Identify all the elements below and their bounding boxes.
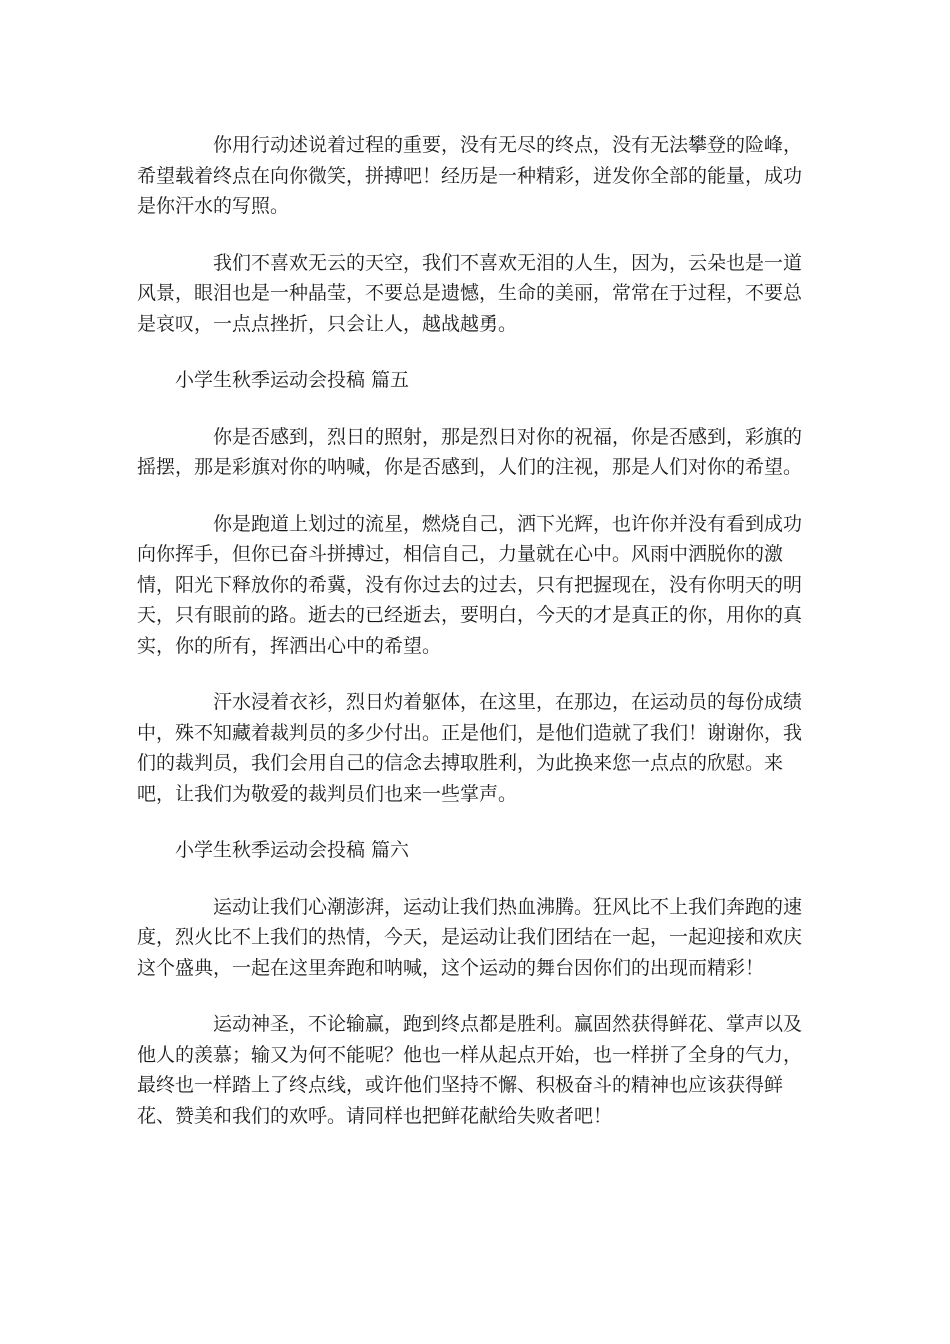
paragraph: 运动让我们心潮澎湃，运动让我们热血沸腾。狂风比不上我们奔跑的速度，烈火比不上我们的热情，今天，是运动让我们团结在一起，一起迎接和欢庆这个盛典，一起在这里奔跑和呐喊，这个运动的舞台因你们的出现而精彩！ <box>137 895 803 979</box>
paragraph: 运动神圣，不论输赢，跑到终点都是胜利。赢固然获得鲜花、掌声以及他人的羡慕；输又为何不能呢？他也一样从起点开始，也一样拼了全身的气力，最终也一样踏上了终点线，或许他们坚持不懈、积极奋斗的精神也应该获得鲜花、赞美和我们的欢呼。请同样也把鲜花献给失败者吧！ <box>137 1013 803 1127</box>
section-heading-5: 小学生秋季运动会投稿 篇五 <box>175 369 410 391</box>
section-heading-6: 小学生秋季运动会投稿 篇六 <box>175 839 410 861</box>
document-body <box>137 130 817 1157</box>
paragraph: 汗水浸着衣衫，烈日灼着躯体，在这里，在那边，在运动员的每份成绩中，殊不知藏着裁判员的多少付出。正是他们，是他们造就了我们！谢谢你，我们的裁判员，我们会用自己的信念去搏取胜利，为此换来您一点点的欣慰。来吧，让我们为敬爱的裁判员们也来一些掌声。 <box>137 691 803 805</box>
paragraph: 你是否感到，烈日的照射，那是烈日对你的祝福，你是否感到，彩旗的摇摆，那是彩旗对你的呐喊，你是否感到，人们的注视，那是人们对你的希望。 <box>137 425 803 478</box>
paragraph: 你是跑道上划过的流星，燃烧自己，洒下光辉，也许你并没有看到成功向你挥手，但你已奋斗拼搏过，相信自己，力量就在心中。风雨中洒脱你的激情，阳光下释放你的希冀，没有你过去的过去，只有把握现在，没有你明天的明天，只有眼前的路。逝去的已经逝去，要明白，今天的才是真正的你，用你的真实，你的所有，挥洒出心中的希望。 <box>137 512 803 657</box>
paragraph: 我们不喜欢无云的天空，我们不喜欢无泪的人生，因为，云朵也是一道风景，眼泪也是一种晶莹，不要总是遗憾，生命的美丽，常常在于过程，不要总是哀叹，一点点挫折，只会让人，越战越勇。 <box>137 251 803 335</box>
paragraph: 你用行动述说着过程的重要，没有无尽的终点，没有无法攀登的险峰，希望载着终点在向你微笑，拼搏吧！经历是一种精彩，迸发你全部的能量，成功是你汗水的写照。 <box>137 134 803 217</box>
